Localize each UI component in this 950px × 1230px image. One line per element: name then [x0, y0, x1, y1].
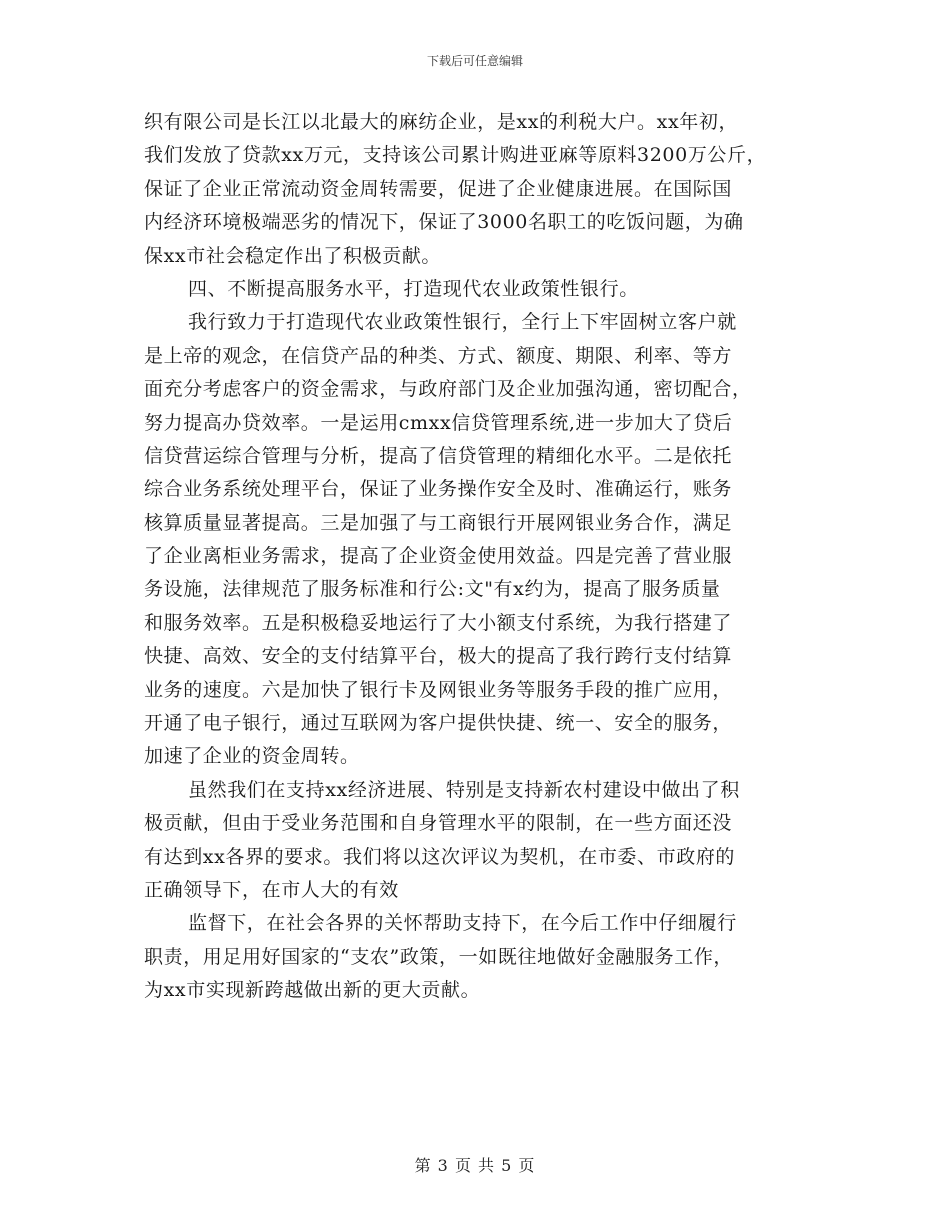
- text-line: 极贡献，但由于受业务范围和自身管理水平的限制，在一些方面还没: [144, 812, 733, 835]
- text-line: 四、不断提高服务水平，打造现代农业政策性银行。: [188, 277, 639, 300]
- text-line: 监督下，在社会各界的关怀帮助支持下，在今后工作中仔细履行: [188, 912, 737, 935]
- text-line: 核算质量显著提高。三是加强了与工商银行开展网银业务合作，满足: [144, 511, 733, 534]
- text-line: 综合业务系统处理平台，保证了业务操作安全及时、准确运行，账务: [144, 478, 733, 501]
- text-line: 面充分考虑客户的资金需求，与政府部门及企业加强沟通，密切配合，: [144, 378, 752, 401]
- text-line: 职责，用足用好国家的“支农”政策，一如既往地做好金融服务工作，: [144, 945, 734, 968]
- text-line: 内经济环境极端恶劣的情况下，保证了3000名职工的吃饭问题，为确: [144, 211, 744, 234]
- text-line: 是上帝的观念，在信贷产品的种类、方式、额度、期限、利率、等方: [144, 344, 733, 367]
- text-line: 保证了企业正常流动资金周转需要，促进了企业健康进展。在国际国: [144, 177, 733, 200]
- text-line: 虽然我们在支持xx经济进展、特别是支持新农村建设中做出了积: [188, 778, 740, 801]
- document-body: [144, 106, 824, 1008]
- text-line: 和服务效率。五是积极稳妥地运行了大小额支付系统，为我行搭建了: [144, 611, 733, 634]
- text-line: 织有限公司是长江以北最大的麻纺企业，是xx的利税大户。xx年初，: [144, 111, 739, 133]
- text-line: 业务的速度。六是加快了银行卡及网银业务等服务手段的推广应用，: [144, 678, 733, 701]
- text-line: 正确领导下，在市人大的有效: [144, 878, 399, 901]
- text-line: 加速了企业的资金周转。: [144, 745, 360, 768]
- text-line: 开通了电子银行，通过互联网为客户提供快捷、统一、安全的服务，: [144, 712, 733, 735]
- page-number: 第 3 页 共 5 页: [414, 1156, 536, 1175]
- text-line: 了企业离柜业务需求，提高了企业资金使用效益。四是完善了营业服: [144, 545, 733, 568]
- text-line: 快捷、高效、安全的支付结算平台，极大的提高了我行跨行支付结算: [144, 645, 733, 668]
- text-line: 信贷营运综合管理与分析，提高了信贷管理的精细化水平。二是依托: [144, 444, 733, 467]
- text-line: 为xx市实现新跨越做出新的更大贡献。: [144, 979, 481, 1002]
- text-line: 有达到xx各界的要求。我们将以这次评议为契机，在市委、市政府的: [144, 845, 736, 868]
- header-note: 下载后可任意编辑: [426, 54, 523, 68]
- text-line: 保xx市社会稳定作出了积极贡献。: [144, 244, 442, 267]
- text-line: 务设施，法律规范了服务标准和行公:文"有x约为，提高了服务质量: [144, 578, 721, 601]
- text-line: 我们发放了贷款xx万元，支持该公司累计购进亚麻等原料3200万公斤，: [144, 144, 767, 167]
- text-line: 我行致力于打造现代农业政策性银行，全行上下牢固树立客户就: [188, 311, 737, 334]
- text-line: 努力提高办贷效率。一是运用cmxx信贷管理系统,进一步加大了贷后: [144, 411, 733, 434]
